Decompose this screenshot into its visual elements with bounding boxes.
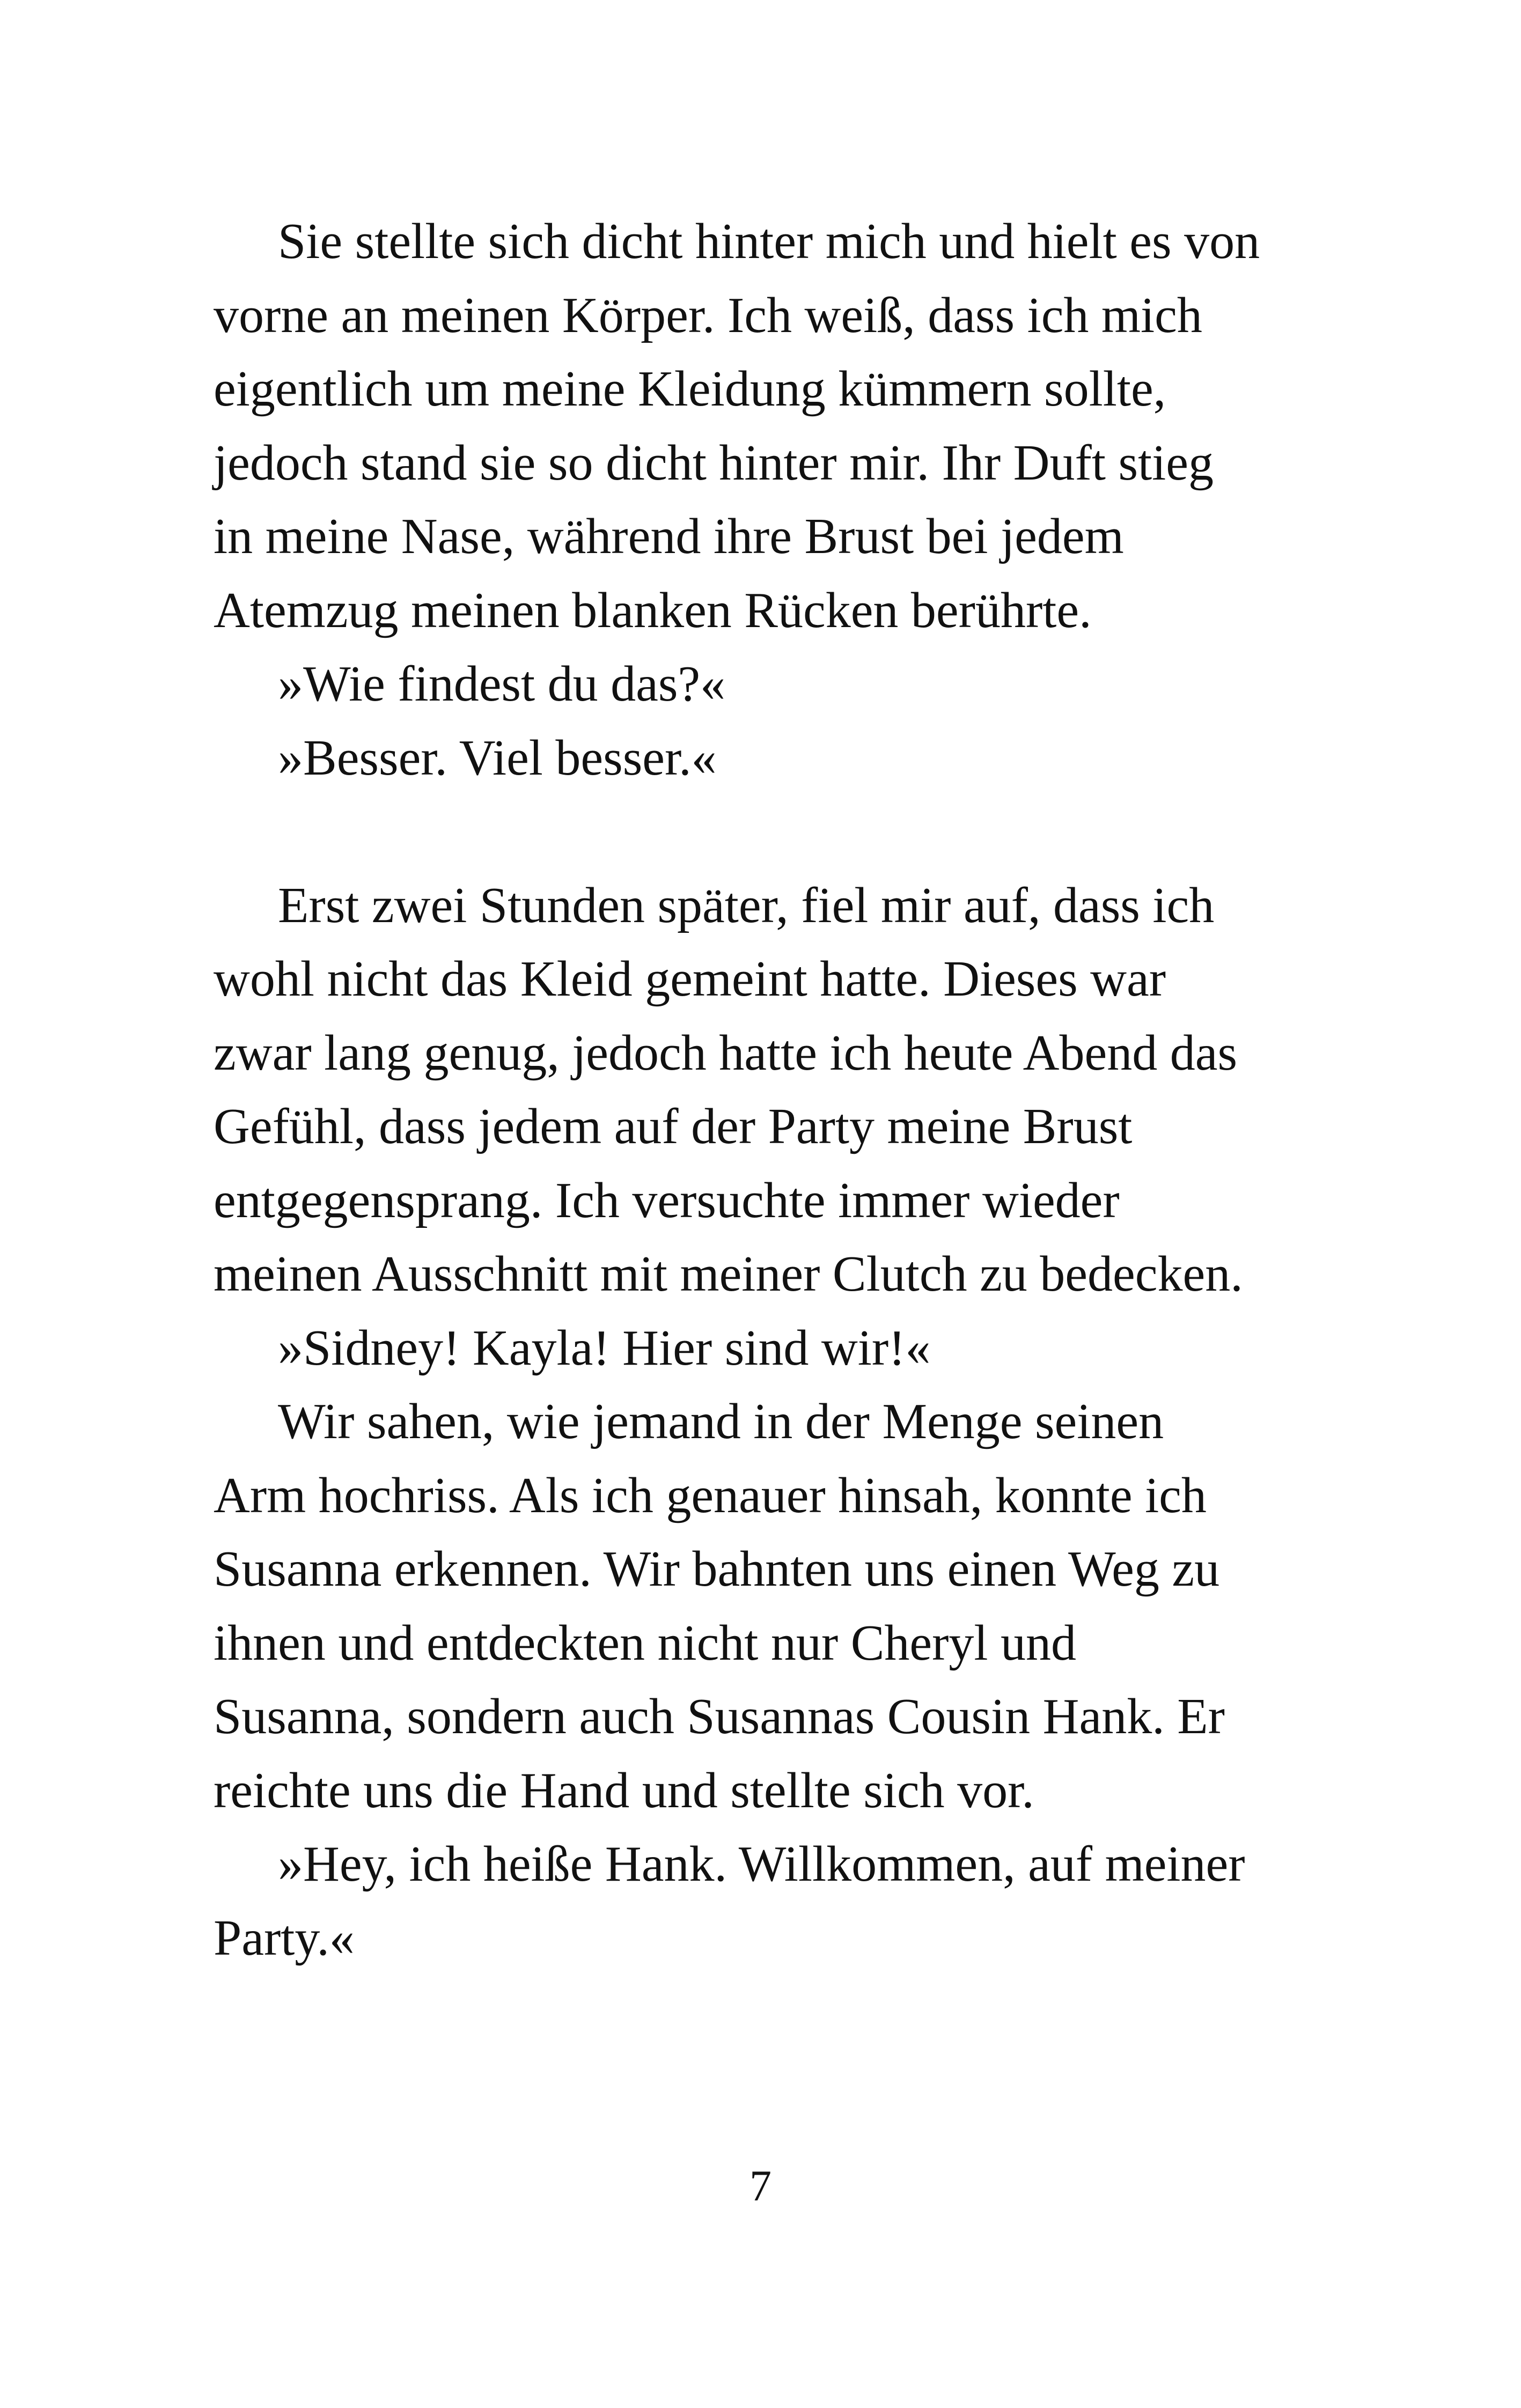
text-line: vorne an meinen Körper. Ich weiß, dass ich mich: [214, 287, 1202, 343]
text-line: »Hey, ich heiße Hank. Willkommen, auf meiner: [278, 1836, 1245, 1892]
text-line: Gefühl, dass jedem auf der Party meine Brust: [214, 1099, 1133, 1154]
text-line: in meine Nase, während ihre Brust bei jedem: [214, 509, 1124, 564]
text-line: eigentlich um meine Kleidung kümmern sollte,: [214, 361, 1166, 417]
text-line: »Sidney! Kayla! Hier sind wir!«: [278, 1320, 931, 1376]
text-line: »Besser. Viel besser.«: [278, 730, 717, 786]
text-line: Susanna, sondern auch Susannas Cousin Hank. Er: [214, 1689, 1225, 1744]
text-line: jedoch stand sie so dicht hinter mir. Ihr Duft stieg: [214, 435, 1214, 491]
text-line: Atemzug meinen blanken Rücken berührte.: [214, 582, 1092, 638]
text-line: meinen Ausschnitt mit meiner Clutch zu bedecken.: [214, 1246, 1243, 1302]
text-line: reichte uns die Hand und stellte sich vor.: [214, 1762, 1034, 1818]
text-line: wohl nicht das Kleid gemeint hatte. Dieses war: [214, 951, 1166, 1007]
text-line: »Wie findest du das?«: [278, 656, 726, 712]
text-line: Sie stellte sich dicht hinter mich und hielt es von: [278, 213, 1260, 269]
text-line: zwar lang genug, jedoch hatte ich heute Abend das: [214, 1025, 1238, 1081]
text-line: Erst zwei Stunden später, fiel mir auf, dass ich: [278, 877, 1215, 933]
body-text: [214, 205, 1329, 1975]
text-line: entgegensprang. Ich versuchte immer wieder: [214, 1172, 1120, 1228]
text-line: Arm hochriss. Als ich genauer hinsah, konnte ich: [214, 1467, 1207, 1523]
text-line: Party.«: [214, 1910, 355, 1966]
text-line: Wir sahen, wie jemand in der Menge seinen: [278, 1394, 1164, 1449]
text-line: Susanna erkennen. Wir bahnten uns einen Weg zu: [214, 1541, 1220, 1597]
page-number: 7: [750, 2161, 771, 2210]
text-line: ihnen und entdeckten nicht nur Cheryl und: [214, 1615, 1077, 1671]
section-break: [214, 795, 1329, 869]
